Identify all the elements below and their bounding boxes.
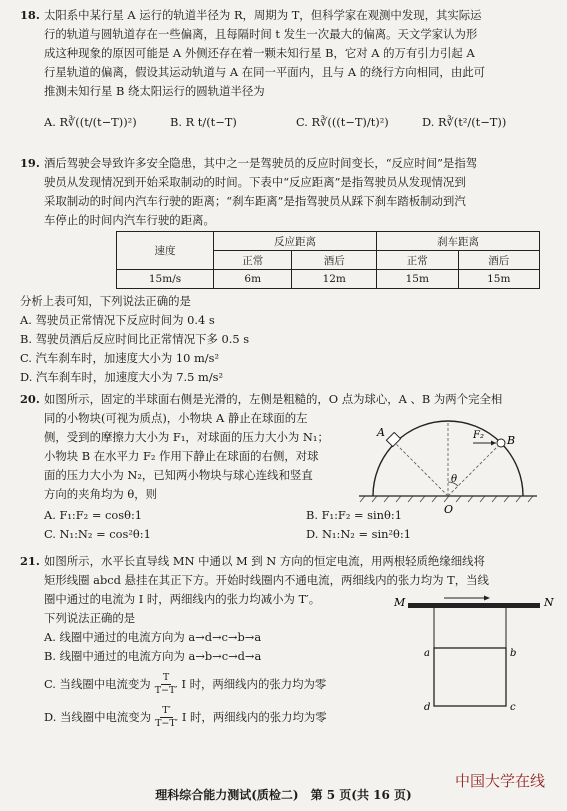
question-19-options — [20, 292, 548, 387]
option-b: B. F₁:F₂ = sinθ:1 — [306, 508, 402, 522]
label-d: d — [424, 702, 431, 713]
label-n: N — [544, 596, 554, 609]
question-prompt: 分析上表可知，下列说法正确的是 — [20, 294, 191, 308]
label-m: M — [394, 596, 406, 609]
question-text: 矩形线圈 abcd 悬挂在其正下方。开始时线圈内不通电流，两细线内的张力均为 T，当线 — [44, 573, 489, 587]
coil-abcd — [434, 648, 506, 706]
force-f2-arrowhead — [491, 441, 496, 446]
table-subheader: 正常 — [377, 251, 459, 270]
fraction: T T−T′ — [154, 672, 178, 696]
option-b: B. R t/(t−T) — [170, 115, 237, 129]
option-d: D. 当线圈中电流变为 T′ T−T′ I 时，两细线内的张力均为零 — [44, 705, 327, 729]
question-text: 面的压力大小为 N₂，已知两小物块与球心连线和竖直 — [44, 468, 313, 482]
table-header-speed: 速度 — [117, 232, 214, 270]
option-c: C. 当线圈中电流变为 T T−T′ I 时，两细线内的张力均为零 — [44, 672, 327, 696]
option-a: A. 线圈中通过的电流方向为 a→d→c→b→a — [44, 630, 262, 644]
option-a: A. R∛((t/(t−T))²) — [44, 115, 137, 129]
table-cell: 12m — [292, 270, 377, 289]
watermark: 中国大学在线 — [454, 772, 545, 790]
option-a: A. F₁:F₂ = cosθ:1 — [44, 508, 143, 522]
option-b: B. 驾驶员酒后反应时间比正常情况下多 0.5 s — [20, 332, 250, 346]
question-text: 车停止的时间内汽车行驶的距离。 — [44, 213, 215, 227]
options-row — [20, 525, 548, 544]
question-text: 行星轨道的偏离，假设其运动轨道与 A 在同一平面内，且与 A 的绕行方向相同，由此可 — [44, 65, 485, 79]
label-b: B — [507, 434, 516, 447]
option-d: D. 汽车刹车时，加速度大小为 7.5 m/s² — [20, 370, 224, 384]
radius-to-b — [448, 443, 501, 496]
question-number: 20. — [20, 392, 40, 406]
option-b: B. 线圈中通过的电流方向为 a→b→c→d→a — [44, 649, 262, 663]
question-number: 18. — [20, 8, 40, 22]
options-row — [20, 113, 548, 132]
fraction: T′ T−T′ — [155, 705, 178, 729]
question-text: 圈中通过的电流为 I 时，两细线内的张力均减小为 T′。 — [44, 592, 321, 606]
question-text: 侧，受到的摩擦力大小为 F₁，对球面的压力大小为 N₁； — [44, 430, 329, 444]
question-text: 小物块 B 在水平力 F₂ 作用下静止在球面的右侧，对球 — [44, 449, 319, 463]
question-text: 如图所示，固定的半球面右侧是光滑的，左侧是粗糙的，O 点为球心，A 、B 为两个完全相 — [44, 392, 503, 406]
wire-coil-figure — [394, 592, 554, 722]
question-text: 酒后驾驶会导致许多安全隐患，其中之一是驾驶员的反应时间变长，“反应时间”是指驾 — [44, 156, 478, 170]
question-18 — [20, 6, 548, 132]
option-c: C. N₁:N₂ = cos²θ:1 — [44, 527, 151, 541]
label-o: O — [444, 503, 454, 516]
table-cell: 15m — [458, 270, 540, 289]
table-subheader: 酒后 — [292, 251, 377, 270]
table-cell: 15m/s — [117, 270, 214, 289]
reaction-distance-table — [116, 231, 540, 289]
block-a — [386, 432, 400, 446]
question-number: 19. — [20, 156, 40, 170]
question-text: 方向的夹角均为 θ，则 — [44, 487, 157, 501]
label-b: b — [510, 648, 517, 659]
option-c: C. R∛(((t−T)/t)²) — [296, 115, 389, 129]
option-d: D. N₁:N₂ = sin²θ:1 — [306, 527, 411, 541]
table-cell: 6m — [214, 270, 292, 289]
page-footer: 理科综合能力测试(质检二) 第 5 页(共 16 页) — [155, 788, 412, 802]
question-text: 驶员从发现情况到开始采取制动的时间。下表中“反应距离”是指驾驶员从发现情况到 — [44, 175, 466, 189]
question-text: 同的小物块(可视为质点)，小物块 A 静止在球面的左 — [44, 411, 308, 425]
question-text: 采取制动的时间内汽车行驶的距离；“刹车距离”是指驾驶员从踩下刹车踏板制动到汽 — [44, 194, 466, 208]
option-a: A. 驾驶员正常情况下反应时间为 0.4 s — [20, 313, 215, 327]
table-cell: 15m — [377, 270, 459, 289]
label-f2: F₂ — [473, 430, 484, 441]
table-header-braking: 刹车距离 — [377, 232, 540, 251]
question-text: 太阳系中某行星 A 运行的轨道半径为 R，周期为 T，但科学家在观测中发现，其实际运 — [44, 8, 482, 22]
current-arrowhead — [484, 596, 490, 601]
question-prompt: 下列说法正确的是 — [44, 611, 136, 625]
radius-to-a — [395, 443, 448, 496]
label-theta: θ — [451, 474, 458, 485]
question-text: 推测未知行星 B 绕太阳运行的圆轨道半径为 — [44, 84, 265, 98]
table-subheader: 酒后 — [458, 251, 540, 270]
label-a: A — [377, 426, 385, 439]
hemisphere-figure — [355, 412, 545, 522]
question-19 — [20, 154, 548, 230]
option-d: D. R∛(t²/(t−T)) — [422, 115, 507, 129]
question-text: 如图所示，水平长直导线 MN 中通以 M 到 N 方向的恒定电流，用两根轻质绝缘细线将 — [44, 554, 485, 568]
question-text: 行的轨道与圆轨道存在一些偏离，且每隔时间 t 发生一次最大的偏离。天文学家认为形 — [44, 27, 478, 41]
question-number: 21. — [20, 554, 40, 568]
label-c: c — [510, 702, 516, 713]
wire-mn — [408, 603, 540, 608]
table-header-reaction: 反应距离 — [214, 232, 377, 251]
block-b — [497, 439, 505, 447]
option-c: C. 汽车刹车时，加速度大小为 10 m/s² — [20, 351, 220, 365]
ground-hatching — [360, 496, 533, 502]
table-subheader: 正常 — [214, 251, 292, 270]
question-text: 成这种现象的原因可能是 A 外侧还存在着一颗未知行星 B，它对 A 的万有引力引起 A — [44, 46, 475, 60]
label-a: a — [424, 648, 430, 659]
